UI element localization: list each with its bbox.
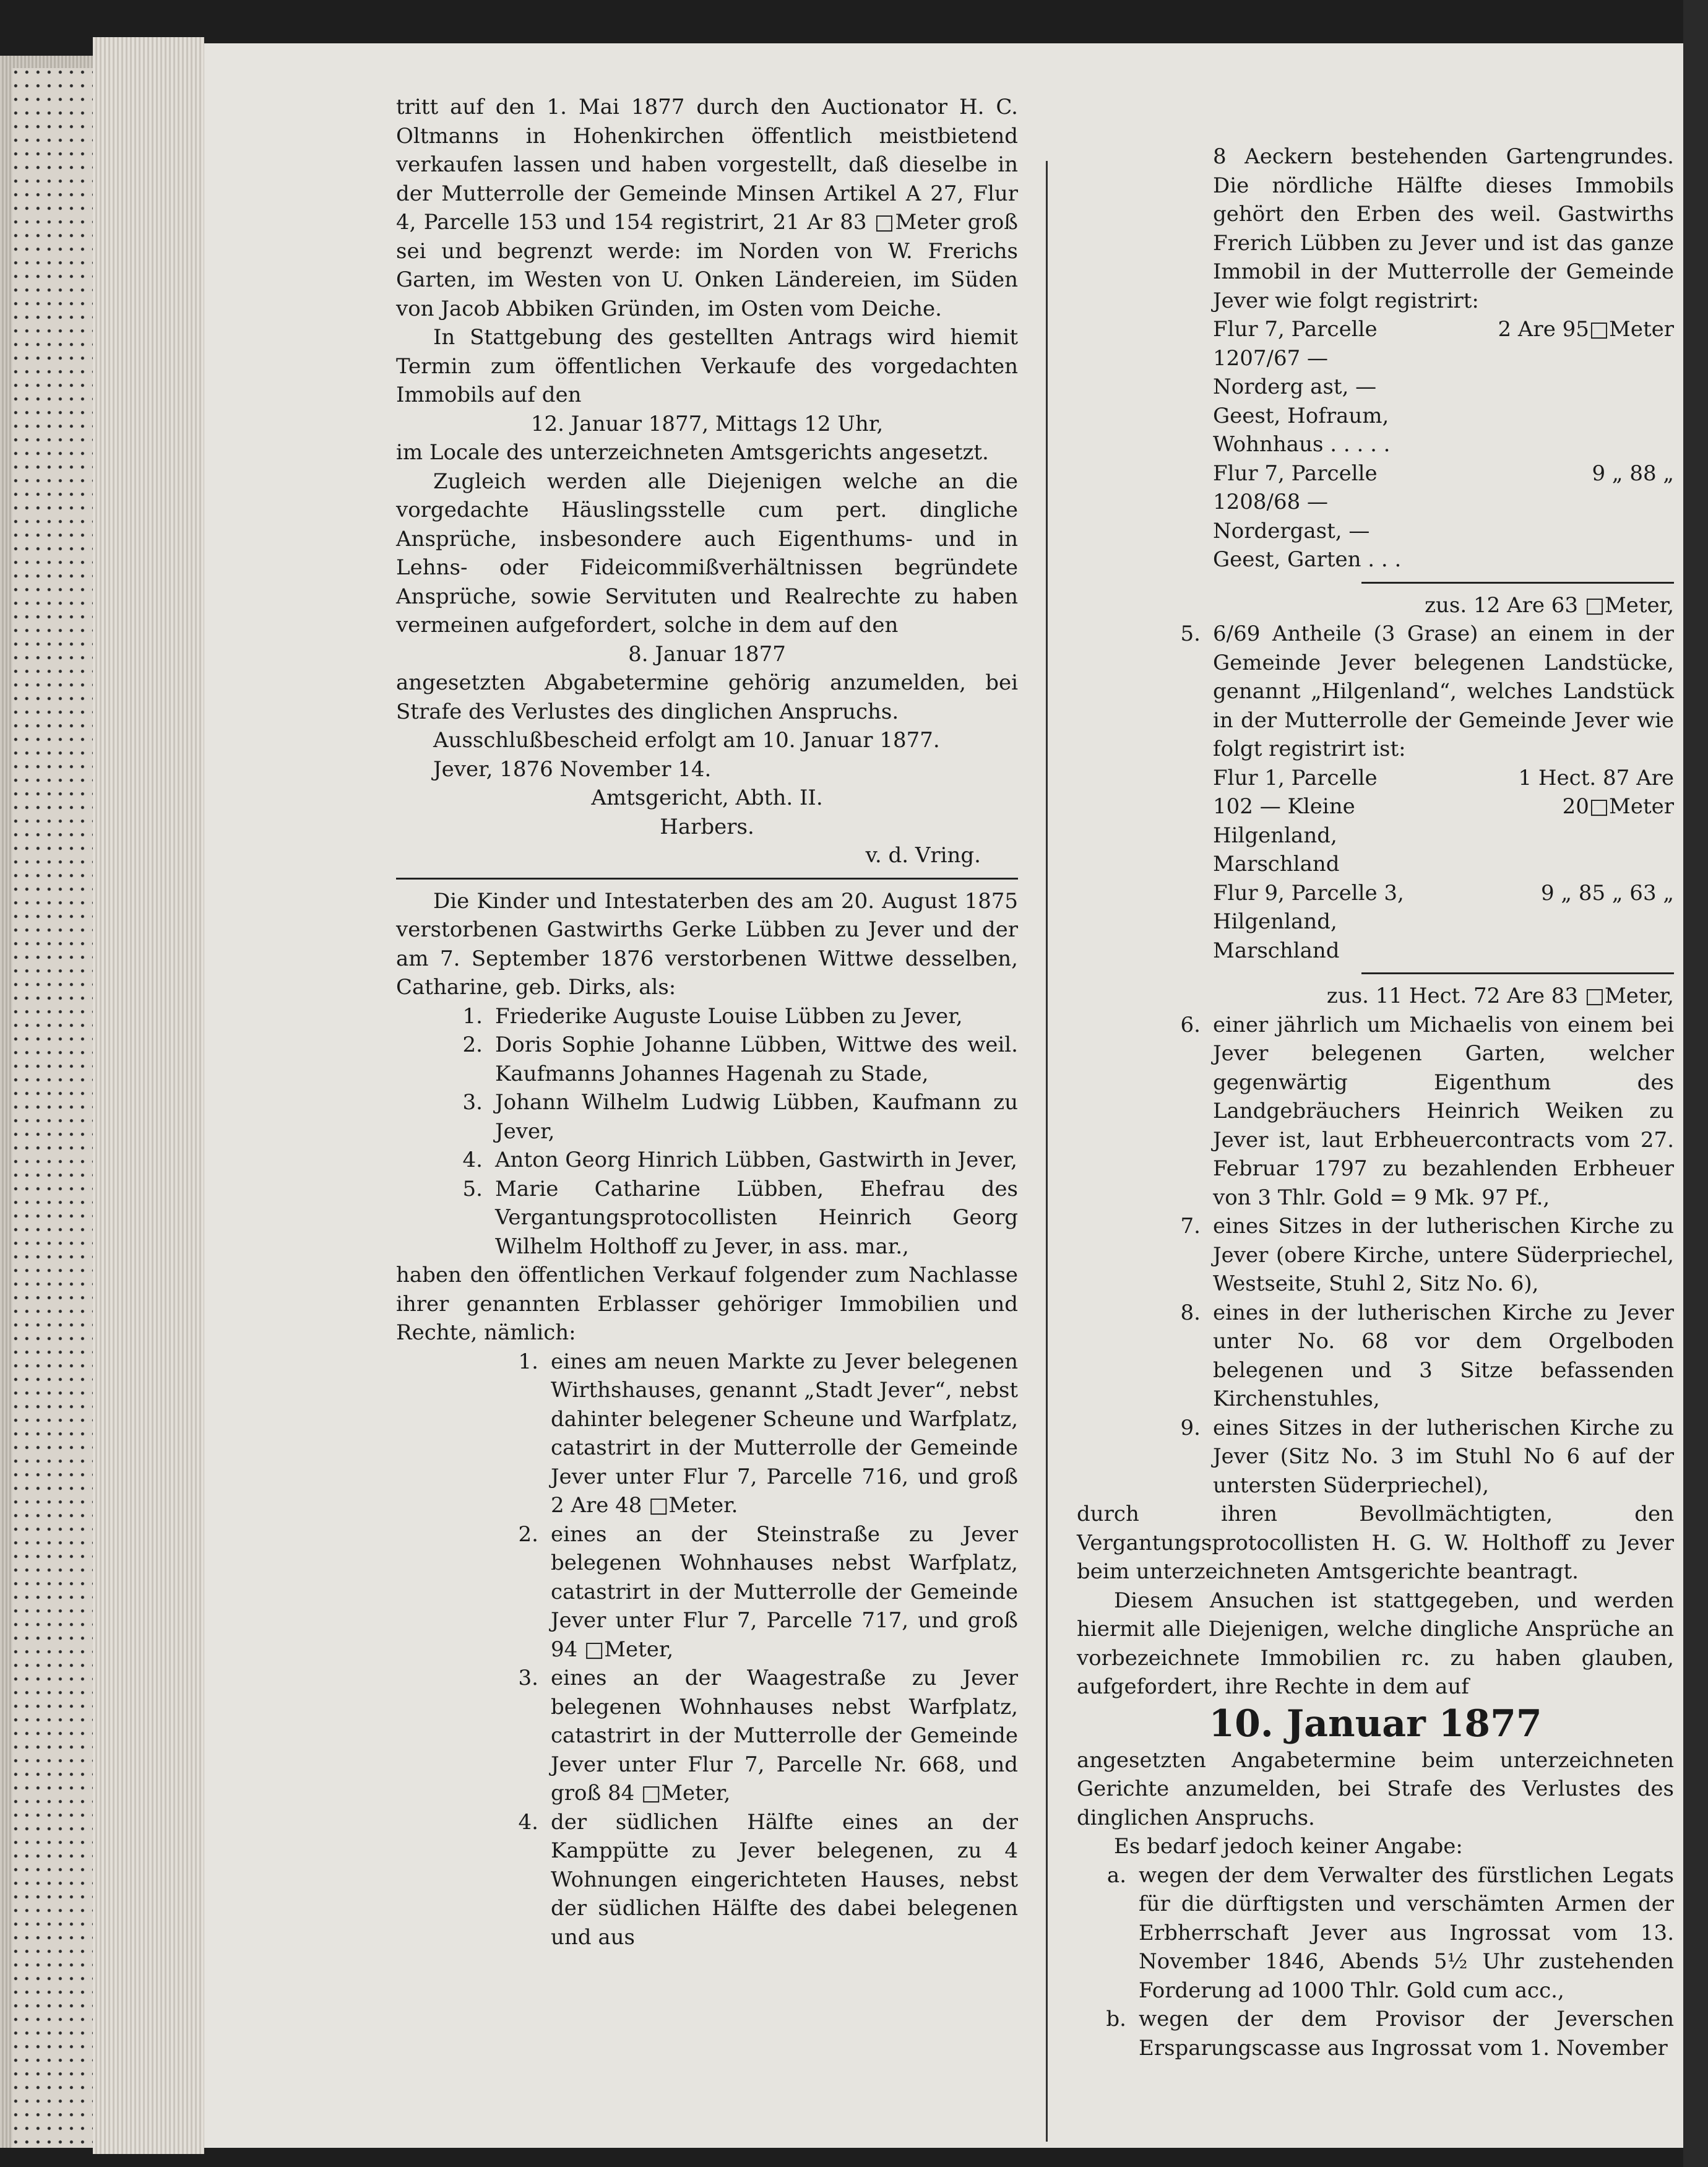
signature: Harbers. [660, 814, 754, 839]
sum-rule [1361, 972, 1674, 974]
paragraph: angesetzten Angabetermine beim unterzeichneten Gerichte anzumelden, bei Strafe des Verlustes des dinglichen Anspruchs. [1077, 1747, 1674, 1830]
list-item: 1. Friederike Auguste Louise Lübben zu Jever, [462, 1003, 963, 1029]
paragraph: tritt auf den 1. Mai 1877 durch den Auctionator H. C. Oltmanns in Hohenkirchen öffentlich meistbietend verkaufen lassen und haben vorgestellt, daß dieselbe in der Mutterrolle der Gemeinde Minsen Artikel A 27, Flur 4, Parcelle 153 und 154 registrirt, 21 Ar 83 □Meter groß sei und begrenzt werde: im Norden von W. Frerichs Garten, im Westen von U. Onken Ländereien, im Süden von Jacob Abbiken Gründen, im Osten vom Deiche. [396, 95, 1018, 321]
facing-page-edge [1683, 0, 1708, 2167]
list-item: 2. Doris Sophie Johanne Lübben, Wittwe des weil. Kaufmanns Johannes Hagenah zu Stade, [462, 1032, 1018, 1086]
paragraph: Zugleich werden alle Diejenigen welche an die vorgedachte Häuslingsstelle cum pert. dingliche Ansprüche, insbesondere auch Eigenthums- und in Lehns- oder Fideicommißverhältnissen begründete Ansprüche, sowie Servituten und Realrechte zu haben vermeinen aufgefordert, solche in dem auf den [396, 469, 1018, 638]
list-item: 7. eines Sitzes in der lutherischen Kirche zu Jever (obere Kirche, untere Süderpriechel, Westseite, Stuhl 2, Sitz No. 6), [1180, 1214, 1674, 1296]
list-item: 1. eines am neuen Markte zu Jever belegenen Wirthshauses, genannt „Stadt Jever“, nebst dahinter belegener Scheune und Warfplatz, catastrirt in der Mutterrolle der Gemeinde Jever unter Flur 7, Parcelle 716, und groß 2 Are 48 □Meter. [518, 1349, 1018, 1518]
list-item: 4. der südlichen Hälfte eines an der Kamppütte zu Jever belegenen, zu 4 Wohnungen eingerichteten Hauses, nebst der südlichen Hälfte des dabei belegenen und aus [518, 1809, 1018, 1950]
list-item: 5. 6/69 Antheile (3 Grase) an einem in der Gemeinde Jever belegenen Landstücke, genannt „Hilgenland“, welches Landstück in der Mutterrolle der Gemeinde Jever wie folgt registrirt ist: [1180, 621, 1674, 761]
list-item: 2. eines an der Steinstraße zu Jever belegenen Wohnhauses nebst Warfplatz, catastrirt in der Mutterrolle der Gemeinde Jever unter Flur 7, Parcelle 717, und groß 94 □Meter, [518, 1521, 1018, 1662]
parcel-row: Flur 7, Parcelle 1207/67 — Norderg ast, — Geest, Hofraum, Wohnhaus . . . . . 2 Are 95□Meter [1213, 317, 1674, 457]
paragraph: Diesem Ansuchen ist stattgegeben, und werden hiermit alle Diejenigen, welche dingliche Ansprüche an vorbezeichnete Immobilien rc. zu haben glauben, aufgefordert, ihre Rechte in dem auf [1077, 1588, 1674, 1699]
sum-rule [1361, 582, 1674, 584]
parcel-row: Flur 1, Parcelle 102 — Kleine Hilgenland, Marschland 1 Hect. 87 Are 20□Meter [1213, 765, 1674, 876]
parcel-row: Flur 7, Parcelle 1208/68 — Nordergast, — Geest, Garten . . . 9 „ 88 „ [1213, 461, 1674, 572]
book-cover [12, 68, 93, 2148]
paragraph: im Locale des unterzeichneten Amtsgerichts angesetzt. [396, 440, 989, 465]
paragraph: durch ihren Bevollmächtigten, den Vergantungsprotocollisten H. G. W. Holthoff zu Jever beim unterzeichneten Amtsgerichte beantragt. [1077, 1502, 1674, 1584]
property-list [396, 1347, 1018, 1952]
paragraph: haben den öffentlichen Verkauf folgender zum Nachlasse ihrer genannten Erblasser gehöriger Immobilien und Rechte, nämlich: [396, 1263, 1018, 1345]
list-item: a. wegen der dem Verwalter des fürstlichen Legats für die dürftigsten und verschämten Armen der Erbherrschaft Jever aus Ingrossat vom 13. November 1846, Abends 5½ Uhr zustehenden Forderung ad 1000 Thlr. Gold cum acc., [1106, 1862, 1674, 2003]
column-divider [1046, 161, 1048, 2142]
paragraph: Es bedarf jedoch keiner Angabe: [1114, 1834, 1463, 1859]
signature: v. d. Vring. [865, 843, 981, 868]
exception-list [1077, 1861, 1674, 2063]
paragraph: Die Kinder und Intestaterben des am 20. August 1875 verstorbenen Gastwirths Gerke Lübben zu Jever und der am 7. September 1876 verstorbenen Wittwe desselben, Catharine, geb. Dirks, als: [396, 888, 1018, 1000]
paragraph: 8 Aeckern bestehenden Gartengrundes. Die nördliche Hälfte dieses Immobils gehört den Erben des weil. Gastwirths Frerich Lübben zu Jever und ist das ganze Immobil in der Mutterrolle der Gemeinde Jever wie folgt registrirt: [1213, 144, 1674, 313]
deadline-date: 10. Januar 1877 [1209, 1702, 1542, 1745]
divider [396, 878, 1018, 880]
date-line: 8. Januar 1877 [628, 641, 786, 667]
list-item: 3. Johann Wilhelm Ludwig Lübben, Kaufmann zu Jever, [462, 1090, 1018, 1144]
court-name: Amtsgericht, Abth. II. [591, 785, 823, 810]
left-column [396, 93, 1018, 1952]
sum-line: zus. 11 Hect. 72 Are 83 □Meter, [1326, 984, 1674, 1008]
list-item: 4. Anton Georg Hinrich Lübben, Gastwirth in Jever, [462, 1148, 1017, 1172]
list-item: b. wegen der dem Provisor der Jeverschen Ersparungscasse aus Ingrossat vom 1. November [1106, 2007, 1674, 2061]
list-item: 5. Marie Catharine Lübben, Ehefrau des Vergantungsprotocollisten Heinrich Georg Wilhelm Holthoff zu Jever, in ass. mar., [462, 1176, 1018, 1259]
paragraph: In Stattgebung des gestellten Antrags wird hiemit Termin zum öffentlichen Verkaufe des vorgedachten Immobils auf den [396, 325, 1018, 407]
sum-line: zus. 12 Are 63 □Meter, [1425, 592, 1674, 618]
book-page-stack [93, 37, 204, 2154]
list-item: 3. eines an der Waagestraße zu Jever belegenen Wohnhauses nebst Warfplatz, catastrirt in der Mutterrolle der Gemeinde Jever unter Flur 7, Parcelle Nr. 668, und groß 84 □Meter, [518, 1666, 1018, 1806]
paragraph: Ausschlußbescheid erfolgt am 10. Januar 1877. [433, 728, 940, 753]
list-item: 9. eines Sitzes in der lutherischen Kirche zu Jever (Sitz No. 3 im Stuhl No 6 auf der untersten Süderpriechel), [1180, 1415, 1674, 1498]
place-date: Jever, 1876 November 14. [433, 756, 712, 782]
parcel-row: Flur 9, Parcelle 3, Hilgenland, Marschland 9 „ 85 „ 63 „ [1213, 880, 1674, 963]
right-column [1077, 142, 1674, 2062]
date-line: 12. Januar 1877, Mittags 12 Uhr, [530, 411, 884, 436]
list-item: 8. eines in der lutherischen Kirche zu Jever unter No. 68 vor dem Orgelboden belegenen und 3 Sitze befassenden Kirchenstuhles, [1180, 1300, 1674, 1411]
rights-list [1077, 1011, 1674, 1500]
list-item: 6. einer jährlich um Michaelis von einem bei Jever belegenen Garten, welcher gegenwärtig Eigenthum des Landgebräuchers Heinrich Weiken zu Jever ist, laut Erbheuercontracts vom 27. Februar 1797 zu bezahlenden Erbheuer von 3 Thlr. Gold = 9 Mk. 97 Pf., [1180, 1012, 1674, 1210]
paragraph: angesetzten Abgabetermine gehörig anzumelden, bei Strafe des Verlustes des dinglichen Anspruchs. [396, 670, 1018, 724]
heirs-list [396, 1002, 1018, 1261]
